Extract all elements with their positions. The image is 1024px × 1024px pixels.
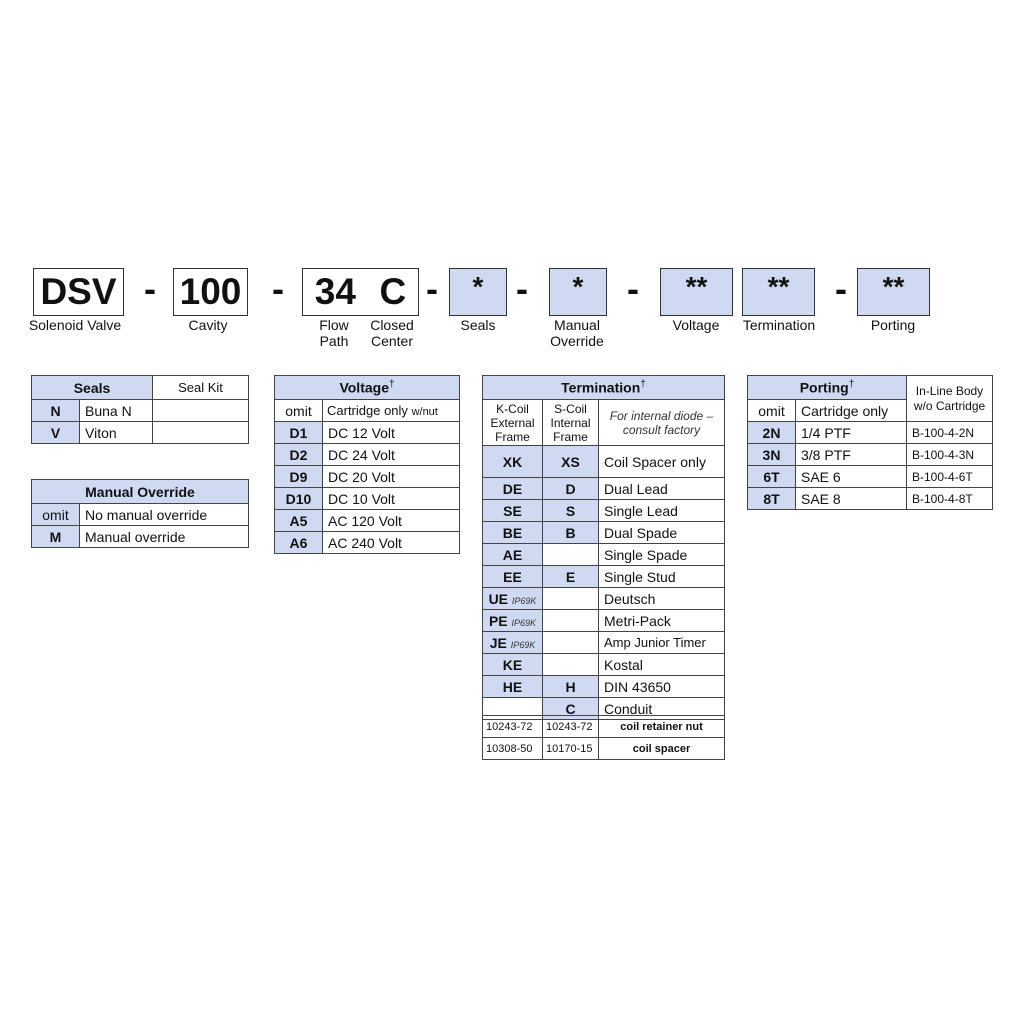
dash: - bbox=[426, 268, 438, 309]
dagger: † bbox=[388, 379, 395, 391]
table-row bbox=[32, 400, 249, 422]
code-box-seals: * bbox=[449, 268, 507, 316]
table-row bbox=[748, 444, 993, 466]
term-k-code: HE bbox=[483, 676, 543, 698]
part-s: 10170-15 bbox=[543, 738, 599, 760]
porting-desc: SAE 8 bbox=[796, 488, 907, 510]
seal-kit bbox=[153, 400, 249, 422]
voltage-code: omit bbox=[275, 400, 323, 422]
voltage-desc: Cartridge only w/nut bbox=[323, 400, 460, 422]
voltage-desc: AC 240 Volt bbox=[323, 532, 460, 554]
voltage-code: A6 bbox=[275, 532, 323, 554]
label-closed-center: Closed Center bbox=[370, 317, 414, 349]
seals-table bbox=[31, 375, 249, 444]
part-desc: coil spacer bbox=[599, 738, 725, 760]
label-manual-override: Manual Override bbox=[550, 317, 604, 349]
voltage-title bbox=[275, 376, 460, 400]
term-k-code: SE bbox=[483, 500, 543, 522]
term-k-code: XK bbox=[483, 446, 543, 478]
seal-code: V bbox=[32, 422, 80, 444]
manual-override-table bbox=[31, 479, 249, 548]
table-row bbox=[483, 500, 725, 522]
label-voltage: Voltage bbox=[672, 317, 720, 333]
table-row bbox=[483, 716, 725, 738]
table-row bbox=[748, 488, 993, 510]
term-s-code bbox=[543, 654, 599, 676]
term-k-code: EE bbox=[483, 566, 543, 588]
porting-code: omit bbox=[748, 400, 796, 422]
term-desc: Metri-Pack bbox=[599, 610, 725, 632]
seal-desc: Buna N bbox=[80, 400, 153, 422]
code-box-termination: ** bbox=[742, 268, 815, 316]
override-code: M bbox=[32, 526, 80, 548]
seal-code: N bbox=[32, 400, 80, 422]
term-desc: Conduit bbox=[599, 698, 725, 720]
dash: - bbox=[627, 268, 639, 309]
termination-title-text: Termination bbox=[561, 379, 641, 396]
label-porting: Porting bbox=[870, 317, 916, 333]
code-box-manual-override: * bbox=[549, 268, 607, 316]
termination-title bbox=[483, 376, 725, 400]
table-row bbox=[483, 654, 725, 676]
label-flow-path: Flow Path bbox=[319, 317, 349, 349]
term-k-code: DE bbox=[483, 478, 543, 500]
porting-desc: 1/4 PTF bbox=[796, 422, 907, 444]
part-k: 10243-72 bbox=[483, 716, 543, 738]
table-row bbox=[483, 610, 725, 632]
term-s-code bbox=[543, 588, 599, 610]
table-row bbox=[275, 466, 460, 488]
termination-table bbox=[482, 375, 725, 720]
table-row bbox=[483, 738, 725, 760]
seals-title: Seals bbox=[32, 376, 153, 400]
dagger: † bbox=[848, 379, 855, 391]
code-closed-center: C bbox=[379, 271, 407, 312]
dash: - bbox=[272, 268, 284, 309]
porting-body: B-100-4-3N bbox=[907, 444, 993, 466]
term-s-code bbox=[543, 544, 599, 566]
seal-kit bbox=[153, 422, 249, 444]
porting-code: 6T bbox=[748, 466, 796, 488]
table-row bbox=[275, 444, 460, 466]
manual-override-title: Manual Override bbox=[32, 480, 249, 504]
table-row bbox=[483, 588, 725, 610]
porting-table bbox=[747, 375, 993, 510]
voltage-code: D10 bbox=[275, 488, 323, 510]
table-row bbox=[275, 532, 460, 554]
porting-code: 2N bbox=[748, 422, 796, 444]
dash: - bbox=[835, 268, 847, 309]
term-desc: Dual Lead bbox=[599, 478, 725, 500]
term-desc: Kostal bbox=[599, 654, 725, 676]
seal-kit-header: Seal Kit bbox=[153, 376, 249, 400]
col-s-coil: S-Coil Internal Frame bbox=[543, 400, 599, 446]
table-row bbox=[483, 478, 725, 500]
porting-body: B-100-4-2N bbox=[907, 422, 993, 444]
part-k: 10308-50 bbox=[483, 738, 543, 760]
label-seals: Seals bbox=[460, 317, 496, 333]
term-k-code: JE IP69K bbox=[483, 632, 543, 654]
table-row bbox=[32, 526, 249, 548]
dash: - bbox=[516, 268, 528, 309]
voltage-desc: DC 20 Volt bbox=[323, 466, 460, 488]
term-desc: Coil Spacer only bbox=[599, 446, 725, 478]
table-row bbox=[275, 510, 460, 532]
table-row bbox=[483, 632, 725, 654]
term-s-code: H bbox=[543, 676, 599, 698]
label-cavity: Cavity bbox=[188, 317, 228, 333]
label-solenoid-valve: Solenoid Valve bbox=[28, 317, 122, 333]
dagger: † bbox=[640, 379, 646, 391]
porting-desc: 3/8 PTF bbox=[796, 444, 907, 466]
part-desc: coil retainer nut bbox=[599, 716, 725, 738]
code-box-dsv: DSV bbox=[33, 268, 124, 316]
dash: - bbox=[144, 268, 156, 309]
code-box-porting: ** bbox=[857, 268, 930, 316]
porting-title-text: Porting bbox=[799, 379, 849, 396]
table-row bbox=[275, 400, 460, 422]
table-row bbox=[32, 504, 249, 526]
term-s-code bbox=[543, 632, 599, 654]
term-s-code: D bbox=[543, 478, 599, 500]
porting-code: 3N bbox=[748, 444, 796, 466]
term-desc: Single Spade bbox=[599, 544, 725, 566]
termination-parts-table bbox=[482, 715, 725, 760]
label-termination: Termination bbox=[742, 317, 816, 333]
code-flow-path: 34 bbox=[314, 271, 356, 312]
voltage-code: D2 bbox=[275, 444, 323, 466]
table-row bbox=[483, 544, 725, 566]
table-row bbox=[748, 422, 993, 444]
term-k-code: PE IP69K bbox=[483, 610, 543, 632]
term-s-code: XS bbox=[543, 446, 599, 478]
col-inline-body: In-Line Body w/o Cartridge bbox=[907, 376, 993, 422]
term-desc: Deutsch bbox=[599, 588, 725, 610]
part-s: 10243-72 bbox=[543, 716, 599, 738]
table-row bbox=[748, 466, 993, 488]
term-s-code: S bbox=[543, 500, 599, 522]
voltage-code: A5 bbox=[275, 510, 323, 532]
porting-body: B-100-4-8T bbox=[907, 488, 993, 510]
porting-code: 8T bbox=[748, 488, 796, 510]
term-desc: Amp Junior Timer bbox=[599, 632, 725, 654]
term-desc: Single Lead bbox=[599, 500, 725, 522]
voltage-table bbox=[274, 375, 460, 554]
table-row bbox=[32, 422, 249, 444]
voltage-code: D9 bbox=[275, 466, 323, 488]
term-desc: Single Stud bbox=[599, 566, 725, 588]
term-k-code: UE IP69K bbox=[483, 588, 543, 610]
voltage-desc: DC 10 Volt bbox=[323, 488, 460, 510]
table-row bbox=[483, 446, 725, 478]
col-k-coil: K-Coil External Frame bbox=[483, 400, 543, 446]
voltage-desc: DC 24 Volt bbox=[323, 444, 460, 466]
table-row bbox=[483, 566, 725, 588]
code-box-flow-center bbox=[302, 268, 419, 316]
term-k-code: AE bbox=[483, 544, 543, 566]
voltage-code: D1 bbox=[275, 422, 323, 444]
term-k-code: KE bbox=[483, 654, 543, 676]
term-s-code: E bbox=[543, 566, 599, 588]
porting-desc: SAE 6 bbox=[796, 466, 907, 488]
porting-desc: Cartridge only bbox=[796, 400, 907, 422]
voltage-desc: AC 120 Volt bbox=[323, 510, 460, 532]
voltage-desc: DC 12 Volt bbox=[323, 422, 460, 444]
term-k-code: BE bbox=[483, 522, 543, 544]
porting-title bbox=[748, 376, 907, 400]
table-row bbox=[483, 676, 725, 698]
term-s-code: C bbox=[543, 698, 599, 720]
term-s-code: B bbox=[543, 522, 599, 544]
porting-body: B-100-4-6T bbox=[907, 466, 993, 488]
override-code: omit bbox=[32, 504, 80, 526]
seal-desc: Viton bbox=[80, 422, 153, 444]
voltage-title-text: Voltage bbox=[339, 379, 389, 396]
term-desc: DIN 43650 bbox=[599, 676, 725, 698]
term-s-code bbox=[543, 610, 599, 632]
code-box-cavity: 100 bbox=[173, 268, 248, 316]
col-internal-diode-note: For internal diode – consult factory bbox=[599, 400, 725, 446]
code-box-voltage: ** bbox=[660, 268, 733, 316]
override-desc: No manual override bbox=[80, 504, 249, 526]
table-row bbox=[275, 488, 460, 510]
override-desc: Manual override bbox=[80, 526, 249, 548]
term-desc: Dual Spade bbox=[599, 522, 725, 544]
table-row bbox=[275, 422, 460, 444]
table-row bbox=[483, 522, 725, 544]
